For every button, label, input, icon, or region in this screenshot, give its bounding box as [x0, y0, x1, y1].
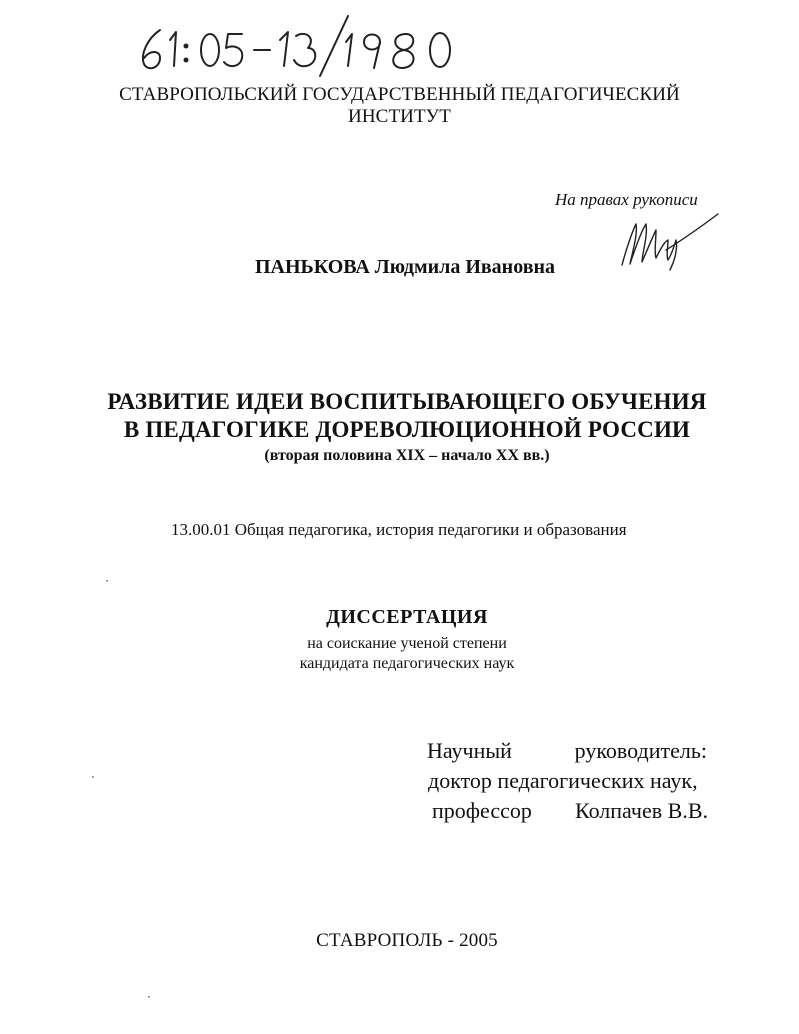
degree-line2: кандидата педагогических наук: [299, 655, 515, 672]
scan-speck: [106, 580, 108, 582]
specialty-code: 13.00.01 Общая педагогика, история педагогики и образования: [171, 520, 627, 539]
institution-name-line1: СТАВРОПОЛЬСКИЙ ГОСУДАРСТВЕННЫЙ ПЕДАГОГИЧЕСКИЙ: [119, 84, 680, 105]
dissertation-title-line1: РАЗВИТИЕ ИДЕИ ВОСПИТЫВАЮЩЕГО ОБУЧЕНИЯ: [107, 389, 707, 414]
document-type: ДИССЕРТАЦИЯ: [326, 606, 488, 628]
supervisor-label-word1: Научный: [427, 738, 512, 763]
supervisor-rank-name: [432, 796, 708, 826]
dissertation-title-line2: В ПЕДАГОГИКЕ ДОРЕВОЛЮЦИОННОЙ РОССИИ: [123, 417, 691, 442]
city-year: СТАВРОПОЛЬ - 2005: [316, 930, 498, 951]
institution-name-line2: ИНСТИТУТ: [348, 106, 451, 127]
dissertation-subtitle: (вторая половина XIX – начало XX вв.): [264, 447, 550, 464]
supervisor-label-word2: руководитель:: [574, 738, 707, 763]
supervisor-name: Колпачев В.В.: [575, 798, 708, 823]
supervisor-rank: профессор: [432, 798, 532, 823]
scan-speck: [92, 776, 94, 778]
supervisor-degree: доктор педагогических наук,: [428, 768, 698, 793]
scan-speck: [148, 996, 150, 998]
degree-line1: на соискание ученой степени: [307, 635, 507, 652]
handwritten-archive-number: [130, 10, 490, 80]
author-name: ПАНЬКОВА Людмила Ивановна: [254, 256, 556, 278]
manuscript-rights-note: На правах рукописи: [555, 190, 698, 209]
supervisor-label: [427, 736, 707, 766]
